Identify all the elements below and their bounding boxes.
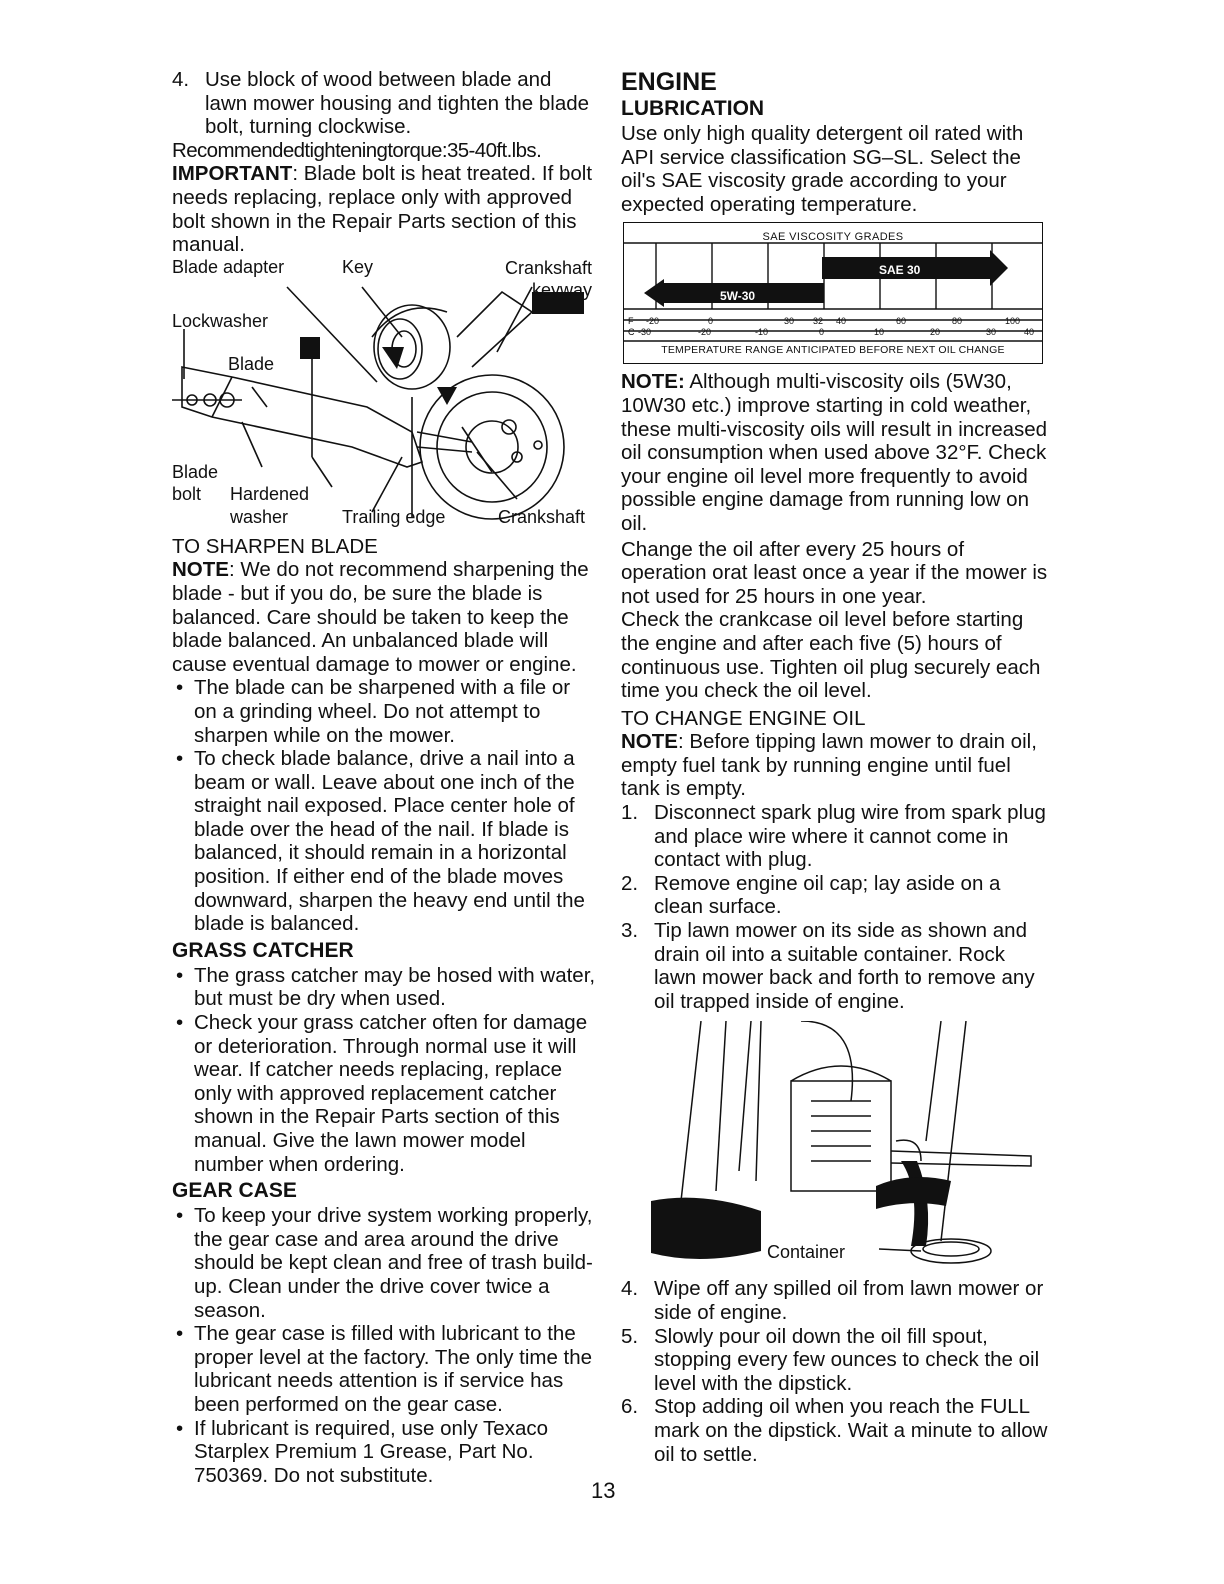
list-item-text: The gear case is filled with lubricant to the proper level at the factory. The only time the lubricant needs attention is if service has been performed on the gear case. — [194, 1322, 593, 1416]
important-note — [172, 162, 597, 256]
list-item-text: The blade can be sharpened with a file or on a grinding wheel. Do not attempt to sharpen while on the mower. — [194, 676, 571, 747]
viscosity-chart-footer: TEMPERATURE RANGE ANTICIPATED BEFORE NEXT OIL CHANGE — [661, 343, 1005, 356]
left-column — [172, 68, 597, 1487]
f-scale-label: F — [628, 316, 634, 327]
label-lockwasher: Lockwasher — [172, 310, 269, 331]
note-label: NOTE — [621, 730, 678, 754]
list-item — [621, 919, 1051, 1013]
list-item-text: The grass catcher may be hosed with water, but must be dry when used. — [194, 963, 596, 1011]
list-item: • Check your grass catcher often for damage or deterioration. Through normal use it will wear. If catcher needs replacing, replace only with approved replacement catcher shown in the Repair Parts section of this manual. Give the lawn mower model number when ordering. — [176, 1011, 588, 1176]
change-oil-steps-4-6 — [621, 1277, 1051, 1466]
container-label: Container — [767, 1242, 846, 1263]
f-tick: 30 — [784, 316, 795, 327]
list-item — [621, 1325, 1051, 1396]
sharpen-blade-heading: TO SHARPEN BLADE — [172, 534, 378, 558]
sharpen-bullet-list — [172, 676, 597, 936]
important-text: : Blade bolt is heat treated. If bolt needs replacing, replace only with approved bolt shown in the Repair Parts section of this manual. — [172, 162, 593, 257]
c-scale-label: C — [628, 327, 635, 338]
c-tick: 40 — [1024, 327, 1035, 338]
list-item-text: To keep your drive system working properly, the gear case and area around the drive should be kept clean and free of trash build-up. Clean under the drive cover twice a season. — [194, 1204, 593, 1322]
f-tick: -20 — [646, 316, 660, 327]
step-text: Wipe off any spilled oil from lawn mower or side of engine. — [654, 1277, 1044, 1324]
sae30-label: SAE 30 — [879, 263, 921, 278]
label-crankshaft-keyway — [497, 257, 592, 301]
lubrication-heading: LUBRICATION — [621, 97, 765, 120]
list-item: • The grass catcher may be hosed with water, but must be dry when used. — [176, 963, 596, 1011]
list-item-text: To check blade balance, drive a nail into a beam or wall. Leave about one inch of the straight nail exposed. Place center hole of blade over the head of the nail. If blade is balanced, it should remain in a horizontal position. If either end of the blade moves downward, sharpen the heavy end until the blade is balanced. — [194, 747, 585, 936]
label-crankshaft-keyway-text: Crankshaft keyway — [504, 257, 592, 300]
sharpen-note-text: : We do not recommend sharpening the blade - but if you do, be sure the blade is balanced. Care should be taken to keep the blade balanced. An unbalanced blade will cause eventual damage to mower or engine. — [172, 558, 589, 676]
note-text: : Before tipping lawn mower to drain oil, empty fuel tank by running engine until fuel tank is empty. — [621, 730, 1037, 801]
note-label: NOTE: — [621, 370, 685, 394]
important-label: IMPORTANT — [172, 162, 293, 186]
right-column — [621, 68, 1051, 1466]
list-item — [621, 872, 1051, 919]
c-tick: -30 — [638, 327, 652, 338]
c-tick: 0 — [819, 327, 825, 338]
step-number: 1. — [621, 801, 639, 825]
c-tick: -20 — [698, 327, 712, 338]
f-tick: 100 — [1005, 316, 1021, 327]
change-oil-steps-1-3 — [621, 801, 1051, 1013]
label-blade-adapter: Blade adapter — [172, 256, 285, 277]
c-tick: -10 — [755, 327, 769, 338]
list-item: • The gear case is filled with lubricant to the proper level at the factory. The only time the lubricant needs attention is if service has been performed on the gear case. — [176, 1322, 593, 1416]
viscosity-chart-title: SAE VISCOSITY GRADES — [762, 231, 904, 244]
step-number: 6. — [621, 1395, 639, 1419]
f-tick: 60 — [896, 316, 907, 327]
label-blade: Blade — [228, 353, 275, 374]
f-tick: 0 — [708, 316, 714, 327]
oil-drain-illustration — [621, 1021, 1051, 1271]
list-item — [621, 1277, 1051, 1324]
list-item: • To check blade balance, drive a nail into a beam or wall. Leave about one inch of the straight nail exposed. Place center hole of blade over the head of the nail. If blade is balanced, it should remain in a horizontal position. If either end of the blade moves downward, sharpen the heavy end until the blade is balanced. — [176, 747, 585, 936]
list-item — [621, 801, 1051, 872]
change-oil-heading: TO CHANGE ENGINE OIL — [621, 706, 866, 730]
step-number: 3. — [621, 919, 639, 943]
check-level-text: Check the crankcase oil level before starting the engine and after each five (5) hours of continuous use. Tighten oil plug securely each time you check the oil level. — [621, 608, 1041, 703]
list-item: • If lubricant is required, use only Texaco Starplex Premium 1 Grease, Part No. 750369. Do not substitute. — [176, 1416, 549, 1487]
label-crankshaft: Crankshaft — [498, 506, 586, 527]
blade-assembly-figure — [172, 257, 597, 533]
gear-case-list — [172, 1204, 597, 1487]
c-tick: 20 — [930, 327, 941, 338]
sae-viscosity-chart — [623, 222, 1043, 364]
list-item-text: Check your grass catcher often for damage or deterioration. Through normal use it will wear. If catcher needs replacing, replace only with approved replacement catcher shown in the Repair Parts section of this manual. Give the lawn mower model number when ordering. — [194, 1011, 588, 1176]
change-interval-text: Change the oil after every 25 hours of operation orat least once a year if the mower is not used for 25 hours in one year. — [621, 537, 1048, 608]
lubrication-text: Use only high quality detergent oil rated with API service classification SG–SL. Select the oil's SAE viscosity grade according to your expected operating temperature. — [621, 122, 1024, 216]
sharpen-note — [172, 558, 597, 676]
drain-fuel-note — [621, 730, 1051, 801]
c-tick: 10 — [874, 327, 885, 338]
label-blade-bolt-line1: Blade — [172, 461, 219, 482]
step-number: 4. — [172, 68, 190, 91]
step-number: 4. — [621, 1277, 639, 1301]
page-number: 13 — [591, 1478, 616, 1503]
step-4-tighten-blade — [172, 68, 597, 139]
oil-drain-figure — [621, 1021, 1051, 1271]
step-text: Remove engine oil cap; lay aside on a clean surface. — [654, 871, 1001, 919]
step-text: Slowly pour oil down the oil fill spout, stopping every few ounces to check the oil level with the dipstick. — [654, 1324, 1040, 1395]
step-text: Use block of wood between blade and lawn mower housing and tighten the blade bolt, turning clockwise. — [205, 68, 590, 139]
list-item: • To keep your drive system working properly, the gear case and area around the drive should be kept clean and free of trash build-up. Clean under the drive cover twice a season. — [176, 1204, 593, 1322]
5w30-label: 5W-30 — [720, 289, 756, 304]
step-number: 5. — [621, 1324, 639, 1348]
f-tick: 40 — [836, 316, 847, 327]
list-item: • The blade can be sharpened with a file or on a grinding wheel. Do not attempt to sharpen while on the mower. — [176, 676, 571, 747]
list-item-text: If lubricant is required, use only Texaco Starplex Premium 1 Grease, Part No. 750369. Do not substitute. — [194, 1416, 549, 1487]
sharpen-note-label: NOTE — [172, 558, 229, 582]
label-trailing-edge: Trailing edge — [342, 506, 446, 527]
step-text: Disconnect spark plug wire from spark plug and place wire where it cannot come in contact with plug. — [654, 801, 1046, 872]
step-text: Stop adding oil when you reach the FULL mark on the dipstick. Wait a minute to allow oil to settle. — [654, 1395, 1048, 1466]
gear-case-heading: GEAR CASE — [172, 1179, 297, 1203]
c-tick: 30 — [986, 327, 997, 338]
engine-heading: ENGINE — [621, 68, 717, 96]
note-text: Although multi-viscosity oils (5W30, 10W30 etc.) improve starting in cold weather, these multi-viscosity oils will result in increased oil consumption when used above 32°F. Check your engine oil level more frequently to avoid possible engine damage from running low on oil. — [621, 370, 1048, 535]
label-hardened: Hardened — [230, 483, 310, 504]
label-washer: washer — [230, 506, 289, 527]
grass-catcher-heading: GRASS CATCHER — [172, 938, 354, 962]
f-tick: 32 — [813, 316, 824, 327]
label-blade-bolt-line2: bolt — [172, 483, 202, 504]
multi-viscosity-note — [621, 370, 1051, 535]
list-item — [621, 1395, 1051, 1466]
step-text: Tip lawn mower on its side as shown and drain oil into a suitable container. Rock lawn mower back and forth to remove any oil trapped inside of engine. — [654, 919, 1035, 1013]
f-tick: 80 — [952, 316, 963, 327]
torque-spec: Recommendedtighteningtorque:35-40ft.lbs. — [172, 138, 542, 162]
grass-catcher-list — [172, 964, 597, 1176]
label-key: Key — [342, 256, 374, 277]
step-number: 2. — [621, 871, 639, 895]
